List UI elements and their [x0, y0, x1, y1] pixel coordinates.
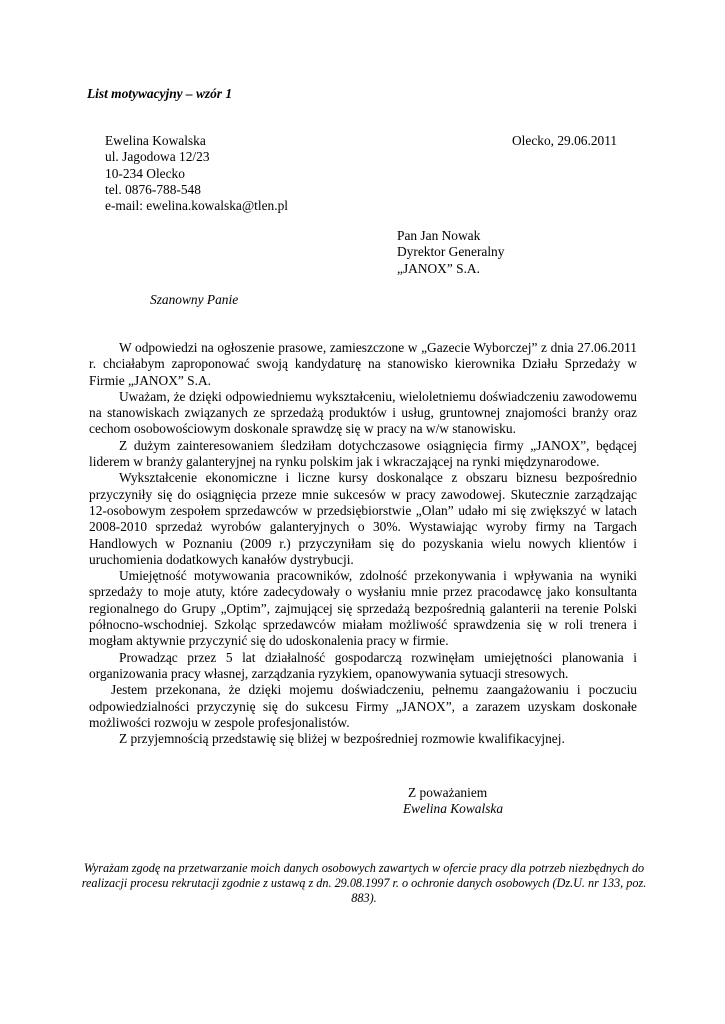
- recipient-name: Pan Jan Nowak: [397, 228, 481, 243]
- sender-email: e-mail: ewelina.kowalska@tlen.pl: [105, 198, 289, 214]
- paragraph-8: Z przyjemnością przedstawię się bliżej w bezpośredniej rozmowie kwalifikacyjnej.: [119, 731, 565, 747]
- sender-postal-city: 10-234 Olecko: [105, 165, 185, 181]
- place-date: Olecko, 29.06.2011: [512, 133, 618, 148]
- paragraph-3: Z dużym zainteresowaniem śledziłam dotychczasowe osiągnięcia firmy „JANOX”, będącej liderem w branży galanteryjnej na rynku polskim jak i wkraczającej na rynki międzynarodowe.: [89, 437, 637, 470]
- paragraph-4: Wykształcenie ekonomiczne i liczne kursy doskonalące z obszaru biznesu bezpośrednio przyczyniły się do osiągnięcia przeze mnie sukcesów w pracy zawodowej. Skutecznie zarządzając 12-osobowym zespołem sprzedawców w przedsiębiorstwie „Olan” udało mi się zwiększyć w latach 2008-2010 sprzedaż wyrobów galanteryjnych o 30%. Wystawiając wyroby firmy na Targach Handlowych w Poznaniu (2009 r.) przyczyniłam się do pozyskania wielu nowych klientów i uruchomienia dodatkowych kanałów dystrybucji.: [89, 470, 637, 567]
- salutation: Szanowny Panie: [150, 292, 239, 307]
- sender-name: Ewelina Kowalska: [105, 133, 206, 148]
- document-title: List motywacyjny – wzór 1: [87, 86, 233, 101]
- paragraph-1: W odpowiedzi na ogłoszenie prasowe, zamieszczone w „Gazecie Wyborczej” z dnia 27.06.2011 r. chciałabym zaproponować swoją kandydaturę na stanowisko kierownika Działu Sprzedaży w Firmie „JANOX” S.A.: [89, 340, 637, 388]
- sender-street: ul. Jagodowa 12/23: [105, 149, 210, 165]
- consent-clause: Wyrażam zgodę na przetwarzanie moich danych osobowych zawartych w ofercie pracy dla potrzeb niezbędnych do realizacji procesu rekrutacji zgodnie z ustawą z dn. 29.08.1997 r. o ochronie danych osobowych (Dz.U. nr 133, poz. 883).: [81, 861, 647, 905]
- closing-phrase: Z poważaniem: [408, 785, 488, 800]
- paragraph-7: Jestem przekonana, że dzięki mojemu doświadczeniu, pełnemu zaangażowaniu i poczuciu odpowiedzialności przyczynię się do sukcesu Firmy „JANOX”, a zarazem uzyskam doskonałe możliwości rozwoju w zespole profesjonalistów.: [89, 682, 637, 730]
- recipient-block: [397, 228, 504, 277]
- letter-body: [89, 340, 637, 747]
- recipient-company: „JANOX” S.A.: [397, 260, 480, 276]
- sender-block: [105, 133, 288, 214]
- sender-phone: tel. 0876-788-548: [105, 181, 201, 197]
- paragraph-5: Umiejętność motywowania pracowników, zdolność przekonywania i wpływania na wyniki sprzedaży to moje atuty, które zadecydowały o wysłaniu mnie przez pracodawcę jako konsultanta regionalnego do Grupy „Optim”, zajmującej się sprzedażą bezpośrednią galanterii na terenie Polski północno-wschodniej. Szkoląc sprzedawców miałam możliwość sprawdzenia się w roli trenera i mogłam aktywnie przyczynić się do udoskonalenia pracy w firmie.: [89, 568, 637, 649]
- paragraph-6: Prowadząc przez 5 lat działalność gospodarczą rozwinęłam umiejętności planowania i organizowania pracy własnej, zarządzania ryzykiem, opanowywania sytuacji stresowych.: [89, 649, 637, 681]
- recipient-position: Dyrektor Generalny: [397, 244, 505, 260]
- paragraph-2: Uważam, że dzięki odpowiedniemu wykształceniu, wieloletniemu doświadczeniu zawodowemu na stanowiskach związanych ze sprzedażą produktów i usług, gruntownej znajomości branży oraz cechom osobowościowym doskonale sprawdzę się w pracy na w/w stanowisku.: [89, 388, 637, 437]
- signature: Ewelina Kowalska: [403, 801, 504, 816]
